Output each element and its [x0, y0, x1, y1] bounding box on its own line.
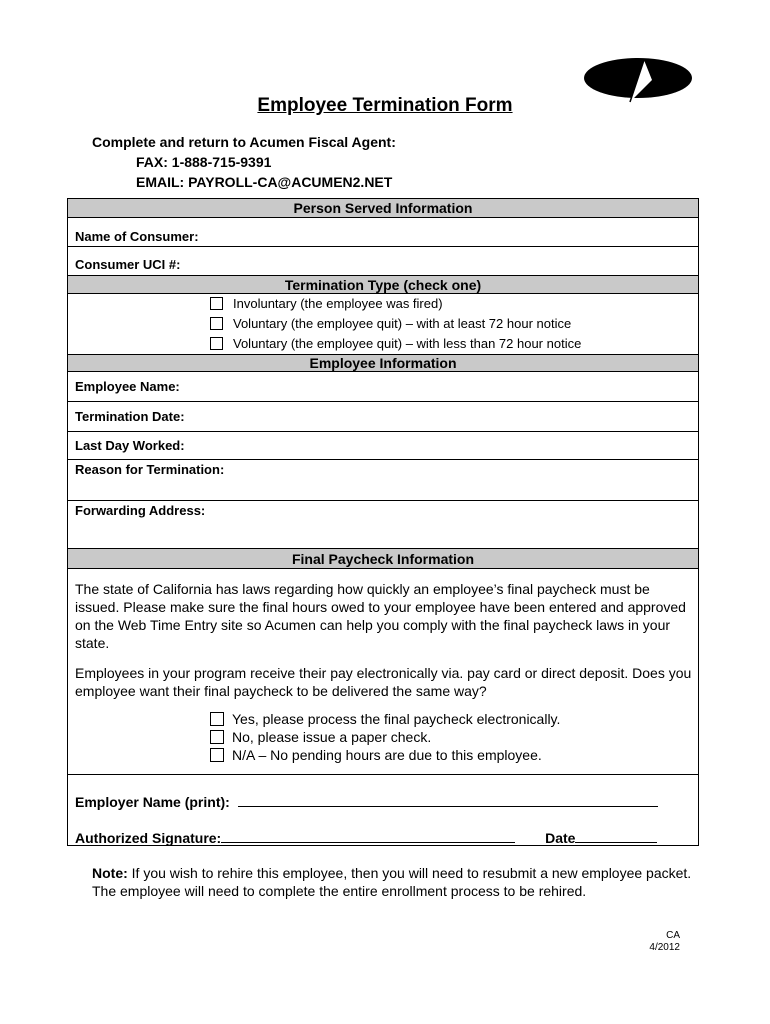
form-table — [67, 198, 699, 846]
footer-date: 4/2012 — [649, 942, 680, 953]
option-label: Yes, please process the final paycheck electronically. — [232, 711, 561, 727]
termination-option-involuntary[interactable] — [210, 296, 443, 311]
signature-input[interactable] — [221, 829, 515, 843]
consumer-uci-field[interactable] — [68, 247, 698, 275]
forwarding-address-field[interactable] — [68, 501, 698, 549]
termination-option-voluntary-72plus[interactable] — [210, 316, 571, 331]
intro-block — [92, 132, 396, 192]
forwarding-address-label: Forwarding Address: — [75, 503, 206, 518]
paycheck-delivery-question: Employees in your program receive their pay electronically via. pay card or direct deposit. Does you employee want their final paycheck to be delivered the same way? — [75, 665, 692, 699]
note-text: If you wish to rehire this employee, then you will need to resubmit a new employee packet. The employee will need to complete the entire enrollment process to be rehired. — [92, 865, 692, 899]
termination-date-label: Termination Date: — [75, 409, 185, 424]
termination-reason-label: Reason for Termination: — [75, 462, 225, 477]
option-label: Voluntary (the employee quit) – with less than 72 hour notice — [233, 336, 582, 351]
signature-label: Authorized Signature: — [75, 830, 222, 846]
employer-name-line[interactable] — [75, 793, 658, 810]
last-day-worked-label: Last Day Worked: — [75, 438, 185, 453]
paycheck-option-paper[interactable] — [210, 729, 431, 745]
intro-line: Complete and return to Acumen Fiscal Agent: — [92, 134, 396, 150]
termination-date-field[interactable] — [68, 402, 698, 432]
checkbox[interactable] — [210, 317, 223, 330]
checkbox[interactable] — [210, 337, 223, 350]
authorized-signature-line[interactable] — [75, 829, 657, 846]
termination-option-voluntary-under72[interactable] — [210, 336, 581, 351]
paycheck-info-paragraph: The state of California has laws regarding how quickly an employee’s final paycheck must be issued. Please make sure the final hours owed to your employee have been entered and approved on the Web Time Entry site so Acumen can help you comply with the final paycheck laws in your state. — [75, 581, 686, 651]
employee-name-label: Employee Name: — [75, 379, 180, 394]
fax-number: FAX: 1-888-715-9391 — [136, 154, 272, 170]
checkbox[interactable] — [210, 748, 224, 762]
signature-divider — [68, 774, 698, 775]
checkbox[interactable] — [210, 712, 224, 726]
option-label: N/A – No pending hours are due to this employee. — [232, 747, 542, 763]
employer-name-input[interactable] — [238, 793, 658, 807]
section-header-person-served: Person Served Information — [68, 199, 698, 218]
consumer-name-field[interactable] — [68, 218, 698, 247]
consumer-uci-label: Consumer UCI #: — [75, 257, 181, 272]
consumer-name-label: Name of Consumer: — [75, 229, 199, 244]
section-header-employee-info: Employee Information — [68, 354, 698, 372]
option-label: Voluntary (the employee quit) – with at least 72 hour notice — [233, 316, 572, 331]
section-header-termination-type: Termination Type (check one) — [68, 275, 698, 294]
checkbox[interactable] — [210, 297, 223, 310]
paycheck-option-electronic[interactable] — [210, 711, 560, 727]
note-label: Note: — [92, 865, 128, 881]
option-label: Involuntary (the employee was fired) — [233, 296, 443, 311]
employer-name-label: Employer Name (print): — [75, 794, 230, 810]
email-address: EMAIL: PAYROLL-CA@ACUMEN2.NET — [136, 174, 393, 190]
footer-version — [649, 930, 680, 954]
date-label: Date — [545, 830, 576, 846]
last-day-worked-field[interactable] — [68, 432, 698, 460]
date-input[interactable] — [575, 829, 657, 843]
employee-name-field[interactable] — [68, 372, 698, 402]
paycheck-option-na[interactable] — [210, 747, 542, 763]
checkbox[interactable] — [210, 730, 224, 744]
footer-state: CA — [666, 930, 680, 941]
form-title: Employee Termination Form — [257, 95, 513, 116]
option-label: No, please issue a paper check. — [232, 729, 432, 745]
termination-reason-field[interactable] — [68, 460, 698, 501]
section-header-final-paycheck: Final Paycheck Information — [68, 549, 698, 569]
rehire-note — [92, 864, 692, 900]
